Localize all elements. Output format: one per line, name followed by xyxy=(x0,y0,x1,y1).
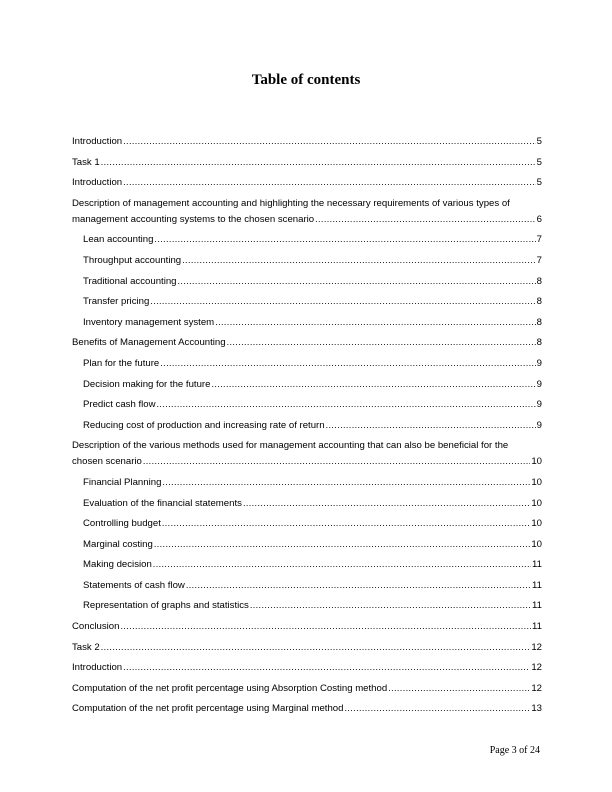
toc-entry-text: Evaluation of the financial statements xyxy=(83,497,242,509)
toc-leader xyxy=(211,378,535,390)
toc-page-number: 12 xyxy=(531,641,542,653)
toc-leader xyxy=(215,316,535,328)
toc-entry-text: Inventory management system xyxy=(83,316,215,328)
toc-entry[interactable] xyxy=(72,418,542,434)
toc-leader xyxy=(123,135,536,147)
toc-entry[interactable] xyxy=(72,537,542,553)
toc-entry[interactable] xyxy=(72,356,542,372)
toc-entry[interactable] xyxy=(72,496,542,512)
toc-entry-text: Statements of cash flow xyxy=(83,579,185,591)
toc-entry-text: Introduction xyxy=(72,136,123,147)
toc-page-number: 12 xyxy=(531,662,542,674)
toc-leader xyxy=(250,599,531,611)
toc-page-number: 8 xyxy=(536,296,542,308)
toc-entry-text-line2: management accounting systems to the chosen scenario xyxy=(72,213,315,225)
toc-page-number: 12 xyxy=(531,682,542,694)
toc-leader xyxy=(315,213,536,225)
toc-entry-text: Conclusion xyxy=(72,621,120,633)
toc-leader xyxy=(143,455,530,467)
toc-page-number: 10 xyxy=(531,538,542,550)
toc-leader xyxy=(182,254,536,266)
toc-page-number: 7 xyxy=(536,254,542,266)
toc-entry-text: Task 2 xyxy=(72,641,100,653)
toc-entry[interactable] xyxy=(72,578,542,594)
toc-leader xyxy=(243,497,530,509)
toc-page-number: 13 xyxy=(531,703,542,715)
toc-page-number: 11 xyxy=(532,600,542,612)
toc-entry-text: Computation of the net profit percentage using Absorption Costing method xyxy=(72,682,388,694)
toc-entry-text: Marginal costing xyxy=(83,538,153,550)
toc-entry[interactable] xyxy=(72,681,542,697)
toc-page-number: 11 xyxy=(532,559,542,571)
page-title: Table of contents xyxy=(251,72,361,88)
toc-leader xyxy=(101,641,531,653)
toc-leader xyxy=(154,233,535,245)
toc-page-number: 6 xyxy=(536,213,542,225)
toc-entry-text: Traditional accounting xyxy=(83,275,177,287)
toc-page-number: 8 xyxy=(536,337,542,349)
toc-entry-text-line2: chosen scenario xyxy=(72,456,142,468)
toc-entry[interactable] xyxy=(72,196,542,228)
toc-entry-text: Making decision xyxy=(83,559,152,571)
toc-page-number: 7 xyxy=(536,234,542,246)
toc-entry[interactable] xyxy=(72,516,542,532)
toc-entry[interactable] xyxy=(72,134,542,150)
toc-entry[interactable] xyxy=(72,294,542,310)
toc-entry-text: Predict cash flow xyxy=(83,399,156,411)
toc-leader xyxy=(344,702,530,714)
toc-page-number: 5 xyxy=(536,177,542,189)
toc-entry-text: Lean accounting xyxy=(83,234,154,246)
toc-entry[interactable] xyxy=(72,335,542,351)
toc-entry[interactable] xyxy=(72,315,542,331)
toc-page-number: 9 xyxy=(536,419,542,431)
toc-leader xyxy=(160,357,535,369)
toc-leader xyxy=(162,517,530,529)
toc-entry[interactable] xyxy=(72,253,542,269)
toc-entry-text: Representation of graphs and statistics xyxy=(83,600,249,612)
toc-entry[interactable] xyxy=(72,438,542,470)
toc-page-number: 10 xyxy=(531,456,542,468)
toc-entry[interactable] xyxy=(72,619,542,635)
toc-entry[interactable] xyxy=(72,640,542,656)
toc-entry[interactable] xyxy=(72,377,542,393)
toc-entry-text: Introduction xyxy=(72,177,123,189)
toc-entry-text: Throughput accounting xyxy=(83,254,182,266)
toc-leader xyxy=(162,476,530,488)
toc-leader xyxy=(154,538,530,550)
toc-leader xyxy=(227,336,536,348)
toc-page-number: 9 xyxy=(536,399,542,411)
toc-entry[interactable] xyxy=(72,557,542,573)
toc-entry[interactable] xyxy=(72,274,542,290)
toc-page-number: 9 xyxy=(536,378,542,390)
toc-leader xyxy=(123,176,536,188)
toc-entry-text: Controlling budget xyxy=(83,518,161,530)
toc-entry[interactable] xyxy=(72,232,542,248)
toc-entry-text: Decision making for the future xyxy=(83,378,211,390)
toc-entry[interactable] xyxy=(72,175,542,191)
toc-leader xyxy=(186,579,531,591)
toc-page-number: 5 xyxy=(536,156,542,168)
toc-entry-text: Introduction xyxy=(72,662,123,674)
toc-entry[interactable] xyxy=(72,598,542,614)
toc-entry[interactable] xyxy=(72,475,542,491)
toc-leader xyxy=(157,398,536,410)
toc-page-number: 10 xyxy=(531,497,542,509)
toc-entry-text: Task 1 xyxy=(72,156,100,168)
toc-page-number: 10 xyxy=(531,518,542,530)
toc-entry-text-line1: Description of management accounting and highlighting the necessary requirements of various types of xyxy=(72,197,510,209)
toc-leader xyxy=(120,620,531,632)
toc-entry[interactable] xyxy=(72,397,542,413)
toc-entry-text: Benefits of Management Accounting xyxy=(72,337,226,349)
toc-leader xyxy=(326,419,536,431)
toc-entry-text: Transfer pricing xyxy=(83,296,150,308)
toc-page-number: 11 xyxy=(532,621,542,633)
toc-page-number: 8 xyxy=(536,316,542,328)
toc-entry-text-line1: Description of the various methods used for management accounting that can also be beneficial for the xyxy=(72,440,509,452)
toc-page-number: 10 xyxy=(531,476,542,488)
toc-entry-text: Reducing cost of production and increasing rate of return xyxy=(83,419,325,431)
toc-entry-text: Financial Planning xyxy=(83,476,162,488)
toc-entry[interactable] xyxy=(72,701,542,717)
toc-leader xyxy=(388,682,530,694)
toc-page-number: 11 xyxy=(532,579,542,591)
toc-entry-text: Computation of the net profit percentage using Marginal method xyxy=(72,703,344,715)
page-number: Page 3 of 24 xyxy=(489,745,540,756)
toc-leader xyxy=(150,295,535,307)
toc-leader xyxy=(153,558,531,570)
toc-entry-text: Plan for the future xyxy=(83,357,160,369)
toc-entry[interactable] xyxy=(72,660,542,676)
toc-leader xyxy=(101,156,536,168)
toc-leader xyxy=(123,661,530,673)
toc-page-number: 5 xyxy=(536,136,542,147)
toc-entry[interactable] xyxy=(72,155,542,171)
table-of-contents xyxy=(72,134,542,722)
toc-page-number: 9 xyxy=(536,357,542,369)
toc-leader xyxy=(178,275,536,287)
toc-page-number: 8 xyxy=(536,275,542,287)
